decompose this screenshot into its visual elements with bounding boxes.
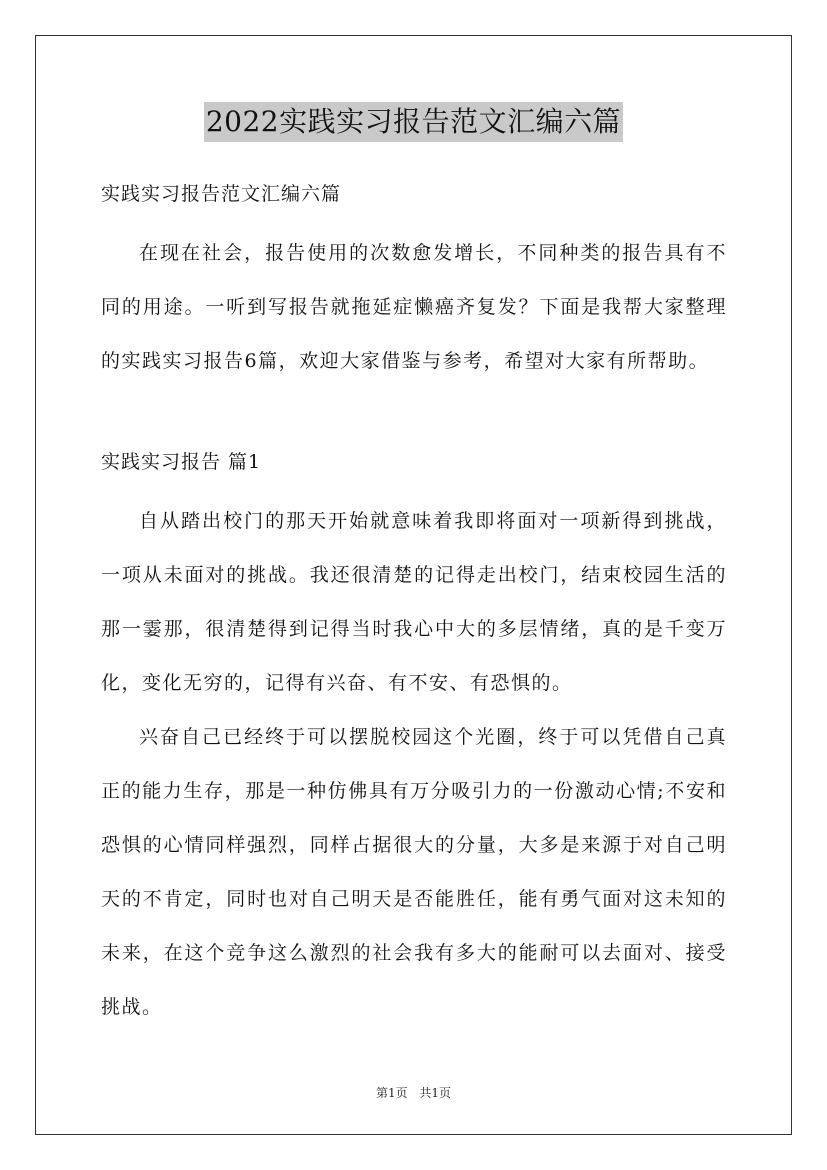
body-paragraph: 自从踏出校门的那天开始就意味着我即将面对一项新得到挑战，一项从未面对的挑战。我还很清楚的记得走出校门，结束校园生活的那一霎那，很清楚得到记得当时我心中大的多层情绪，真的是千变万化，变化无穷的，记得有兴奋、有不安、有恐惧的。 [101,510,727,694]
body-paragraph: 兴奋自己已经终于可以摆脱校园这个光圈，终于可以凭借自己真正的能力生存，那是一种仿佛具有万分吸引力的一份激动心情;不安和恐惧的心情同样强烈，同样占据很大的分量，大多是来源于对自己明天的不肯定，同时也对自己明天是否能胜任，能有勇气面对这未知的未来，在这个竞争这么激烈的社会我有多大的能耐可以去面对、接受挑战。 [101,726,727,1018]
document-subtitle: 实践实习报告范文汇编六篇 [101,183,342,205]
spacer [101,218,727,226]
document-title: 2022实践实习报告范文汇编六篇 [204,102,623,142]
intro-paragraph: 在现在社会，报告使用的次数愈发增长，不同种类的报告具有不同的用途。一听到写报告就拖延症懒癌齐复发？下面是我帮大家整理的实践实习报告6篇，欢迎大家借鉴与参考，希望对大家有所帮助。 [101,242,727,372]
title-container [0,102,827,142]
page-number-total: 共1页 [419,1086,452,1100]
section-heading: 实践实习报告 篇1 [101,451,262,473]
spacer [101,388,727,438]
page-footer [0,1084,827,1101]
document-body [101,170,727,1034]
spacer [101,486,727,494]
page-number-current: 第1页 [375,1086,408,1100]
